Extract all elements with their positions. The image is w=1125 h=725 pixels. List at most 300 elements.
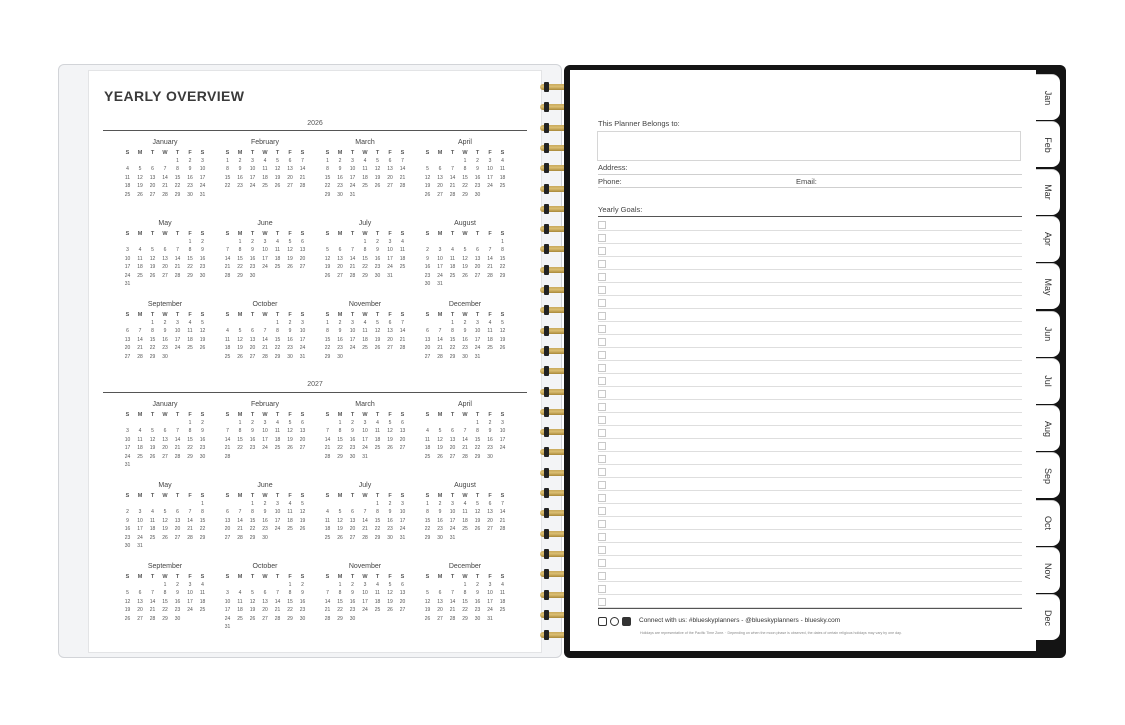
empty-day bbox=[334, 500, 347, 508]
goal-checkbox[interactable] bbox=[598, 260, 606, 268]
facebook-icon[interactable] bbox=[622, 617, 631, 626]
day-cell: 16 bbox=[474, 174, 481, 181]
day-cell: 12 bbox=[462, 255, 468, 262]
day-cell: 26 bbox=[299, 526, 306, 533]
weekday-label: S bbox=[300, 231, 305, 237]
day-cell: 22 bbox=[237, 264, 243, 271]
weekday-label: M bbox=[337, 231, 343, 237]
day-cell: 8 bbox=[188, 428, 192, 435]
day-cell: 26 bbox=[462, 272, 468, 279]
day-cell: 9 bbox=[251, 428, 254, 435]
goal-checkbox[interactable] bbox=[598, 390, 606, 398]
month-name: October bbox=[252, 563, 278, 570]
goal-checkbox[interactable] bbox=[598, 494, 606, 502]
day-cell: 22 bbox=[149, 345, 156, 352]
day-cell: 8 bbox=[326, 328, 329, 335]
day-cell: 11 bbox=[374, 428, 381, 435]
goal-checkbox[interactable] bbox=[598, 546, 606, 554]
day-cell: 26 bbox=[149, 272, 156, 279]
day-cell: 28 bbox=[449, 615, 456, 622]
empty-day bbox=[121, 419, 134, 427]
day-cell: 28 bbox=[437, 353, 443, 360]
goal-row[interactable] bbox=[598, 296, 1022, 309]
day-cell: 23 bbox=[474, 607, 481, 614]
goal-checkbox[interactable] bbox=[598, 416, 606, 424]
month-december-2027 bbox=[421, 562, 509, 623]
instagram-icon[interactable] bbox=[598, 617, 607, 626]
goal-checkbox[interactable] bbox=[598, 403, 606, 411]
weekday-label: M bbox=[437, 574, 443, 580]
day-cell: 23 bbox=[299, 607, 306, 614]
goal-checkbox[interactable] bbox=[598, 364, 606, 372]
day-cell: 2 bbox=[338, 158, 342, 164]
day-cell: 20 bbox=[387, 336, 393, 343]
weekday-label: S bbox=[500, 312, 505, 318]
goal-row[interactable] bbox=[598, 387, 1022, 400]
day-cell: 1 bbox=[238, 239, 242, 245]
day-cell: 22 bbox=[337, 607, 343, 614]
day-cell: 24 bbox=[449, 526, 456, 533]
day-cell: 28 bbox=[174, 272, 181, 279]
day-cell: 20 bbox=[437, 183, 443, 190]
day-cell: 21 bbox=[462, 445, 468, 452]
day-cell: 4 bbox=[376, 582, 379, 588]
month-name: May bbox=[158, 220, 172, 227]
goal-checkbox[interactable] bbox=[598, 481, 606, 489]
day-cell: 13 bbox=[174, 517, 181, 524]
day-cell: 9 bbox=[388, 509, 392, 516]
day-cell: 30 bbox=[337, 191, 343, 198]
month-may-2027 bbox=[121, 481, 209, 550]
day-cell: 24 bbox=[224, 615, 231, 622]
day-cell: 6 bbox=[263, 590, 267, 597]
day-cell: 19 bbox=[237, 345, 243, 352]
weekday-label: T bbox=[475, 231, 480, 237]
day-cell: 4 bbox=[501, 582, 504, 588]
day-cell: 4 bbox=[138, 428, 142, 435]
day-cell: 15 bbox=[237, 436, 243, 443]
weekday-label: F bbox=[488, 493, 492, 499]
weekday-label: M bbox=[337, 493, 343, 499]
goal-row[interactable] bbox=[598, 504, 1022, 517]
goals-label: Yearly Goals: bbox=[598, 205, 643, 214]
weekday-label: M bbox=[237, 412, 243, 418]
day-cell: 20 bbox=[337, 264, 343, 271]
day-cell: 4 bbox=[226, 328, 229, 335]
goal-row[interactable] bbox=[598, 322, 1022, 335]
weekday-label: S bbox=[425, 150, 430, 156]
weekday-label: S bbox=[225, 312, 230, 318]
day-cell: 17 bbox=[262, 255, 268, 262]
day-cell: 1 bbox=[151, 320, 154, 326]
empty-day bbox=[146, 581, 159, 589]
day-cell: 13 bbox=[299, 428, 306, 435]
day-cell: 7 bbox=[488, 247, 492, 254]
goal-row[interactable] bbox=[598, 569, 1022, 582]
day-grid bbox=[121, 157, 209, 199]
day-cell: 19 bbox=[299, 517, 306, 524]
tab-label: Sep bbox=[1043, 467, 1053, 484]
goal-checkbox[interactable] bbox=[598, 442, 606, 450]
weekday-label: F bbox=[288, 231, 292, 237]
tab-may[interactable] bbox=[1036, 263, 1060, 309]
day-cell: 25 bbox=[362, 345, 368, 352]
goal-row[interactable] bbox=[598, 478, 1022, 491]
day-cell: 2 bbox=[476, 582, 479, 588]
day-cell: 15 bbox=[462, 174, 468, 181]
day-cell: 10 bbox=[299, 328, 306, 335]
day-cell: 21 bbox=[399, 174, 406, 181]
weekday-label: S bbox=[400, 150, 405, 156]
goal-checkbox[interactable] bbox=[598, 247, 606, 255]
weekday-label: M bbox=[237, 231, 243, 237]
day-cell: 27 bbox=[399, 607, 406, 614]
day-cell: 12 bbox=[137, 174, 143, 181]
weekday-label: S bbox=[200, 574, 205, 580]
day-cell: 28 bbox=[487, 272, 493, 279]
goal-checkbox[interactable] bbox=[598, 299, 606, 307]
month-name: April bbox=[457, 401, 472, 408]
day-cell: 25 bbox=[262, 183, 268, 190]
day-cell: 1 bbox=[338, 420, 342, 426]
goal-checkbox[interactable] bbox=[598, 455, 606, 463]
goal-checkbox[interactable] bbox=[598, 273, 606, 281]
day-cell: 11 bbox=[499, 590, 506, 597]
weekday-label: M bbox=[237, 493, 243, 499]
goal-row[interactable] bbox=[598, 491, 1022, 504]
day-cell: 22 bbox=[474, 445, 481, 452]
day-cell: 30 bbox=[349, 453, 356, 460]
day-grid bbox=[121, 319, 209, 361]
weekday-label: T bbox=[275, 574, 280, 580]
day-cell: 15 bbox=[274, 336, 281, 343]
month-name: May bbox=[158, 482, 172, 489]
day-cell: 13 bbox=[162, 255, 168, 262]
month-name: March bbox=[355, 401, 375, 408]
empty-day bbox=[234, 500, 247, 508]
day-cell: 22 bbox=[374, 526, 381, 533]
goal-row[interactable] bbox=[598, 257, 1022, 270]
day-cell: 5 bbox=[438, 428, 442, 435]
weekday-label: W bbox=[262, 150, 268, 156]
day-cell: 23 bbox=[437, 526, 443, 533]
weekday-label: T bbox=[375, 412, 380, 418]
day-cell: 1 bbox=[426, 501, 429, 507]
goal-row[interactable] bbox=[598, 530, 1022, 543]
day-cell: 8 bbox=[188, 247, 192, 254]
tab-nov[interactable] bbox=[1036, 547, 1060, 593]
day-cell: 17 bbox=[362, 436, 368, 443]
empty-day bbox=[421, 157, 434, 165]
day-cell: 31 bbox=[449, 534, 456, 541]
day-cell: 2 bbox=[163, 320, 167, 326]
goal-row[interactable] bbox=[598, 335, 1022, 348]
weekday-label: T bbox=[350, 493, 355, 499]
day-cell: 24 bbox=[124, 272, 131, 279]
day-cell: 10 bbox=[437, 255, 443, 262]
day-cell: 15 bbox=[462, 598, 468, 605]
empty-day bbox=[434, 238, 447, 246]
empty-day bbox=[346, 500, 359, 508]
day-cell: 7 bbox=[401, 158, 404, 164]
tab-oct[interactable] bbox=[1036, 500, 1060, 546]
tab-sep[interactable] bbox=[1036, 452, 1060, 498]
day-cell: 10 bbox=[349, 328, 356, 335]
weekday-header bbox=[421, 573, 509, 581]
goal-checkbox[interactable] bbox=[598, 377, 606, 385]
day-cell: 10 bbox=[474, 328, 481, 335]
day-cell: 17 bbox=[124, 445, 131, 452]
day-cell: 29 bbox=[199, 534, 206, 541]
day-cell: 18 bbox=[449, 264, 456, 271]
day-cell: 6 bbox=[451, 428, 454, 435]
weekday-label: S bbox=[500, 150, 505, 156]
weekday-label: F bbox=[388, 312, 392, 318]
day-grid bbox=[221, 581, 309, 631]
goal-checkbox[interactable] bbox=[598, 325, 606, 333]
day-cell: 29 bbox=[149, 353, 156, 360]
footer-note: Holidays are representative of the Pacific Time Zone. · Depending on when the moon phase is observed, the dates of certain religious holidays may vary by one day. bbox=[640, 631, 902, 635]
day-cell: 25 bbox=[237, 615, 243, 622]
day-cell: 31 bbox=[437, 280, 443, 287]
goal-row[interactable] bbox=[598, 348, 1022, 361]
tab-jan[interactable] bbox=[1036, 74, 1060, 120]
empty-day bbox=[346, 238, 359, 246]
day-cell: 12 bbox=[374, 328, 381, 335]
day-cell: 29 bbox=[274, 353, 281, 360]
day-cell: 16 bbox=[162, 336, 168, 343]
address-line[interactable] bbox=[598, 174, 1022, 175]
goal-row[interactable] bbox=[598, 270, 1022, 283]
day-cell: 23 bbox=[287, 345, 293, 352]
day-cell: 13 bbox=[249, 336, 256, 343]
weekday-label: T bbox=[150, 150, 155, 156]
owner-name-field[interactable] bbox=[597, 131, 1021, 161]
tab-label: Apr bbox=[1043, 232, 1053, 247]
goal-row[interactable] bbox=[598, 400, 1022, 413]
goal-checkbox[interactable] bbox=[598, 234, 606, 242]
day-cell: 13 bbox=[299, 247, 306, 254]
day-cell: 2 bbox=[351, 582, 354, 588]
goal-checkbox[interactable] bbox=[598, 559, 606, 567]
day-cell: 17 bbox=[437, 264, 443, 271]
day-grid bbox=[321, 319, 409, 361]
day-cell: 22 bbox=[362, 264, 368, 271]
day-cell: 30 bbox=[474, 191, 481, 198]
day-grid bbox=[221, 419, 309, 461]
goal-row[interactable] bbox=[598, 582, 1022, 595]
day-cell: 20 bbox=[162, 445, 168, 452]
month-name: August bbox=[454, 220, 476, 227]
day-cell: 2 bbox=[201, 239, 204, 245]
tab-jul[interactable] bbox=[1036, 358, 1060, 404]
month-october-2026 bbox=[221, 300, 309, 361]
goal-row[interactable] bbox=[598, 595, 1022, 608]
goal-checkbox[interactable] bbox=[598, 221, 606, 229]
day-cell: 16 bbox=[387, 517, 393, 524]
goal-row[interactable] bbox=[598, 309, 1022, 322]
day-cell: 15 bbox=[224, 174, 231, 181]
empty-day bbox=[221, 581, 234, 589]
weekday-label: S bbox=[425, 412, 430, 418]
day-cell: 12 bbox=[149, 255, 156, 262]
goal-checkbox[interactable] bbox=[598, 286, 606, 294]
day-cell: 19 bbox=[337, 526, 343, 533]
empty-day bbox=[146, 238, 159, 246]
day-cell: 12 bbox=[237, 336, 243, 343]
goal-checkbox[interactable] bbox=[598, 312, 606, 320]
day-cell: 1 bbox=[276, 320, 279, 326]
tab-jun[interactable] bbox=[1036, 311, 1060, 357]
weekday-label: T bbox=[150, 231, 155, 237]
day-cell: 31 bbox=[124, 461, 131, 468]
day-grid bbox=[321, 500, 409, 542]
goal-checkbox[interactable] bbox=[598, 533, 606, 541]
goal-row[interactable] bbox=[598, 218, 1022, 231]
goal-row[interactable] bbox=[598, 556, 1022, 569]
month-name: April bbox=[457, 139, 472, 146]
day-cell: 5 bbox=[426, 590, 429, 597]
day-cell: 28 bbox=[237, 534, 243, 541]
day-cell: 29 bbox=[249, 534, 256, 541]
goal-checkbox[interactable] bbox=[598, 585, 606, 593]
day-cell: 17 bbox=[349, 336, 356, 343]
empty-day bbox=[159, 157, 172, 165]
day-cell: 4 bbox=[151, 509, 154, 516]
goal-row[interactable] bbox=[598, 244, 1022, 257]
day-cell: 7 bbox=[138, 328, 142, 335]
day-cell: 15 bbox=[337, 436, 343, 443]
day-cell: 31 bbox=[487, 615, 493, 622]
address-label: Address: bbox=[598, 163, 628, 172]
day-cell: 5 bbox=[463, 247, 467, 254]
weekday-label: S bbox=[300, 574, 305, 580]
day-cell: 15 bbox=[362, 255, 368, 262]
day-cell: 25 bbox=[374, 607, 381, 614]
day-cell: 30 bbox=[462, 353, 468, 360]
day-cell: 15 bbox=[374, 517, 381, 524]
goal-row[interactable] bbox=[598, 543, 1022, 556]
day-cell: 1 bbox=[176, 158, 179, 164]
month-may-2026 bbox=[121, 219, 209, 288]
day-cell: 9 bbox=[163, 328, 167, 335]
day-cell: 21 bbox=[174, 264, 181, 271]
day-cell: 2 bbox=[376, 239, 379, 245]
goal-checkbox[interactable] bbox=[598, 507, 606, 515]
month-march-2026 bbox=[321, 138, 409, 199]
day-cell: 7 bbox=[363, 509, 367, 516]
goal-checkbox[interactable] bbox=[598, 520, 606, 528]
day-cell: 20 bbox=[424, 345, 431, 352]
day-cell: 28 bbox=[149, 615, 156, 622]
day-cell: 3 bbox=[226, 590, 229, 597]
day-cell: 31 bbox=[349, 191, 356, 198]
goal-row[interactable] bbox=[598, 439, 1022, 452]
day-cell: 10 bbox=[187, 590, 193, 597]
goal-row[interactable] bbox=[598, 231, 1022, 244]
day-cell: 7 bbox=[276, 590, 279, 597]
pinterest-icon[interactable] bbox=[610, 617, 619, 626]
day-cell: 23 bbox=[474, 183, 481, 190]
day-cell: 21 bbox=[299, 174, 306, 181]
day-cell: 14 bbox=[174, 255, 181, 262]
tab-feb[interactable] bbox=[1036, 121, 1060, 167]
weekday-label: S bbox=[200, 150, 205, 156]
goal-checkbox[interactable] bbox=[598, 351, 606, 359]
empty-day bbox=[446, 419, 459, 427]
goal-checkbox[interactable] bbox=[598, 429, 606, 437]
day-cell: 8 bbox=[426, 509, 429, 516]
day-cell: 18 bbox=[199, 598, 206, 605]
goal-checkbox[interactable] bbox=[598, 468, 606, 476]
day-cell: 27 bbox=[174, 534, 181, 541]
day-cell: 22 bbox=[449, 345, 456, 352]
tab-dec[interactable] bbox=[1036, 594, 1060, 640]
day-cell: 26 bbox=[387, 445, 393, 452]
day-cell: 4 bbox=[263, 158, 267, 164]
goal-row[interactable] bbox=[598, 517, 1022, 530]
social-icons bbox=[598, 617, 631, 626]
day-cell: 14 bbox=[362, 517, 368, 524]
day-grid bbox=[221, 157, 309, 191]
day-cell: 6 bbox=[226, 509, 229, 516]
day-cell: 17 bbox=[187, 598, 193, 605]
goal-row[interactable] bbox=[598, 361, 1022, 374]
day-cell: 26 bbox=[249, 615, 256, 622]
tab-aug[interactable] bbox=[1036, 405, 1060, 451]
empty-day bbox=[121, 238, 134, 246]
weekday-label: S bbox=[225, 412, 230, 418]
day-cell: 29 bbox=[474, 453, 481, 460]
day-cell: 17 bbox=[199, 174, 206, 181]
day-cell: 23 bbox=[337, 345, 343, 352]
day-cell: 24 bbox=[399, 526, 406, 533]
goal-row[interactable] bbox=[598, 465, 1022, 478]
goal-row[interactable] bbox=[598, 283, 1022, 296]
weekday-header bbox=[321, 411, 409, 419]
goal-checkbox[interactable] bbox=[598, 572, 606, 580]
day-cell: 15 bbox=[324, 174, 331, 181]
day-cell: 12 bbox=[374, 166, 381, 173]
weekday-label: W bbox=[262, 312, 268, 318]
day-cell: 21 bbox=[324, 445, 331, 452]
day-cell: 14 bbox=[487, 255, 493, 262]
goal-row[interactable] bbox=[598, 374, 1022, 387]
goal-row[interactable] bbox=[598, 426, 1022, 439]
day-cell: 22 bbox=[274, 345, 281, 352]
goal-row[interactable] bbox=[598, 452, 1022, 465]
weekday-label: F bbox=[288, 312, 292, 318]
day-cell: 6 bbox=[388, 320, 392, 326]
goal-checkbox[interactable] bbox=[598, 598, 606, 606]
day-cell: 11 bbox=[199, 590, 206, 597]
day-cell: 21 bbox=[324, 607, 331, 614]
day-cell: 27 bbox=[124, 353, 131, 360]
day-cell: 15 bbox=[187, 436, 193, 443]
tab-label: Feb bbox=[1043, 137, 1053, 153]
tab-apr[interactable] bbox=[1036, 216, 1060, 262]
weekday-label: F bbox=[288, 493, 292, 499]
goal-row[interactable] bbox=[598, 413, 1022, 426]
tab-mar[interactable] bbox=[1036, 169, 1060, 215]
phone-email-line[interactable] bbox=[598, 187, 1022, 188]
goal-checkbox[interactable] bbox=[598, 338, 606, 346]
empty-day bbox=[446, 581, 459, 589]
month-january-2027 bbox=[121, 400, 209, 469]
day-cell: 8 bbox=[338, 428, 342, 435]
weekday-label: T bbox=[150, 412, 155, 418]
weekday-label: F bbox=[488, 312, 492, 318]
